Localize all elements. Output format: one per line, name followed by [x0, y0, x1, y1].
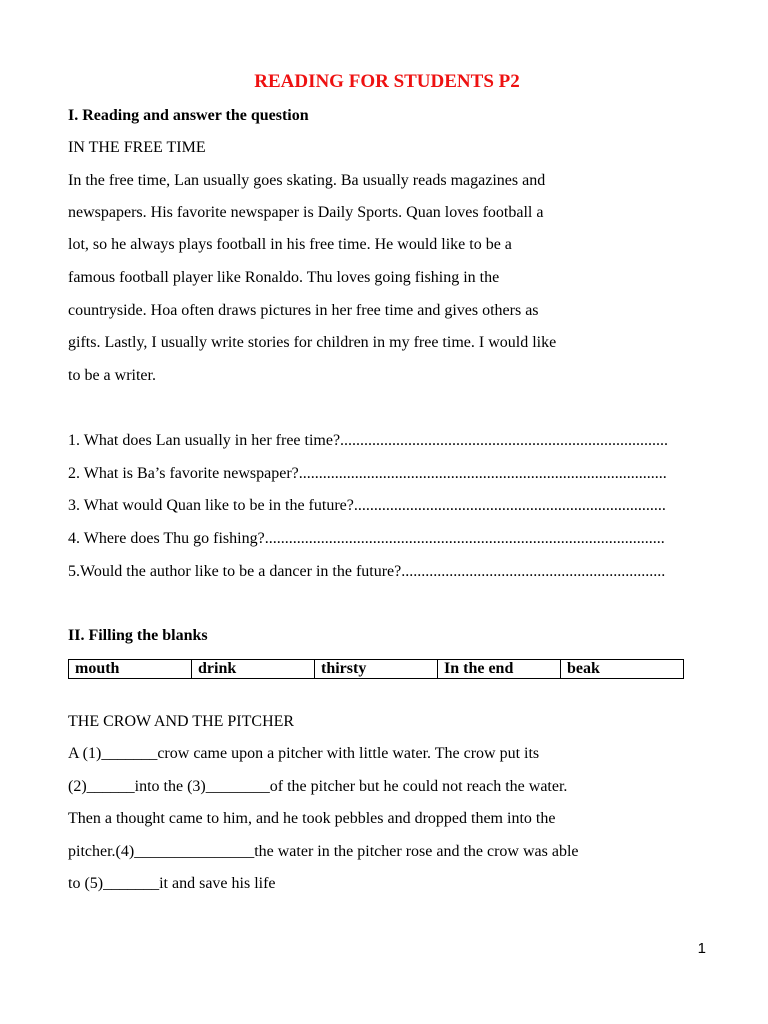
word-bank-cell: drink — [192, 660, 315, 679]
section-2-heading: II. Filling the blanks — [68, 627, 208, 644]
paragraph-line: gifts. Lastly, I usually write stories for children in my free time. I would like — [68, 334, 557, 351]
cloze-line: A (1)_______crow came upon a pitcher with little water. The crow put its — [68, 745, 540, 762]
word-bank-cell: thirsty — [315, 660, 438, 679]
section-1-heading: I. Reading and answer the question — [68, 107, 309, 124]
paragraph-line: lot, so he always plays football in his free time. He would like to be a — [68, 236, 512, 253]
question-2: 2. What is Ba’s favorite newspaper?............................................................................................ — [68, 465, 667, 482]
story-title-free-time: IN THE FREE TIME — [68, 139, 206, 156]
word-bank-cell: beak — [561, 660, 684, 679]
table-row — [69, 660, 684, 679]
story-title-crow: THE CROW AND THE PITCHER — [68, 713, 295, 730]
cloze-line: (2)______into the (3)________of the pitcher but he could not reach the water. — [68, 778, 568, 795]
paragraph-line: famous football player like Ronaldo. Thu loves going fishing in the — [68, 269, 500, 286]
cloze-line: to (5)_______it and save his life — [68, 875, 276, 892]
question-5: 5.Would the author like to be a dancer in the future?.................................................................. — [68, 563, 666, 580]
word-bank-cell: In the end — [438, 660, 561, 679]
page-number: 1 — [697, 940, 706, 957]
question-4: 4. Where does Thu go fishing?.................................................................................................... — [68, 530, 665, 547]
cloze-line: pitcher.(4)_______________the water in the pitcher rose and the crow was able — [68, 843, 579, 860]
paragraph-line: In the free time, Lan usually goes skating. Ba usually reads magazines and — [68, 172, 546, 189]
question-3: 3. What would Quan like to be in the future?.............................................................................. — [68, 497, 666, 514]
word-bank-table — [68, 659, 684, 679]
cloze-line: Then a thought came to him, and he took pebbles and dropped them into the — [68, 810, 556, 827]
paragraph-line: to be a writer. — [68, 367, 156, 384]
word-bank-cell: mouth — [69, 660, 192, 679]
page-title: READING FOR STUDENTS P2 — [254, 71, 520, 92]
paragraph-line: newspapers. His favorite newspaper is Daily Sports. Quan loves football a — [68, 204, 544, 221]
question-1: 1. What does Lan usually in her free time?.................................................................................. — [68, 432, 669, 449]
paragraph-line: countryside. Hoa often draws pictures in her free time and gives others as — [68, 302, 539, 319]
